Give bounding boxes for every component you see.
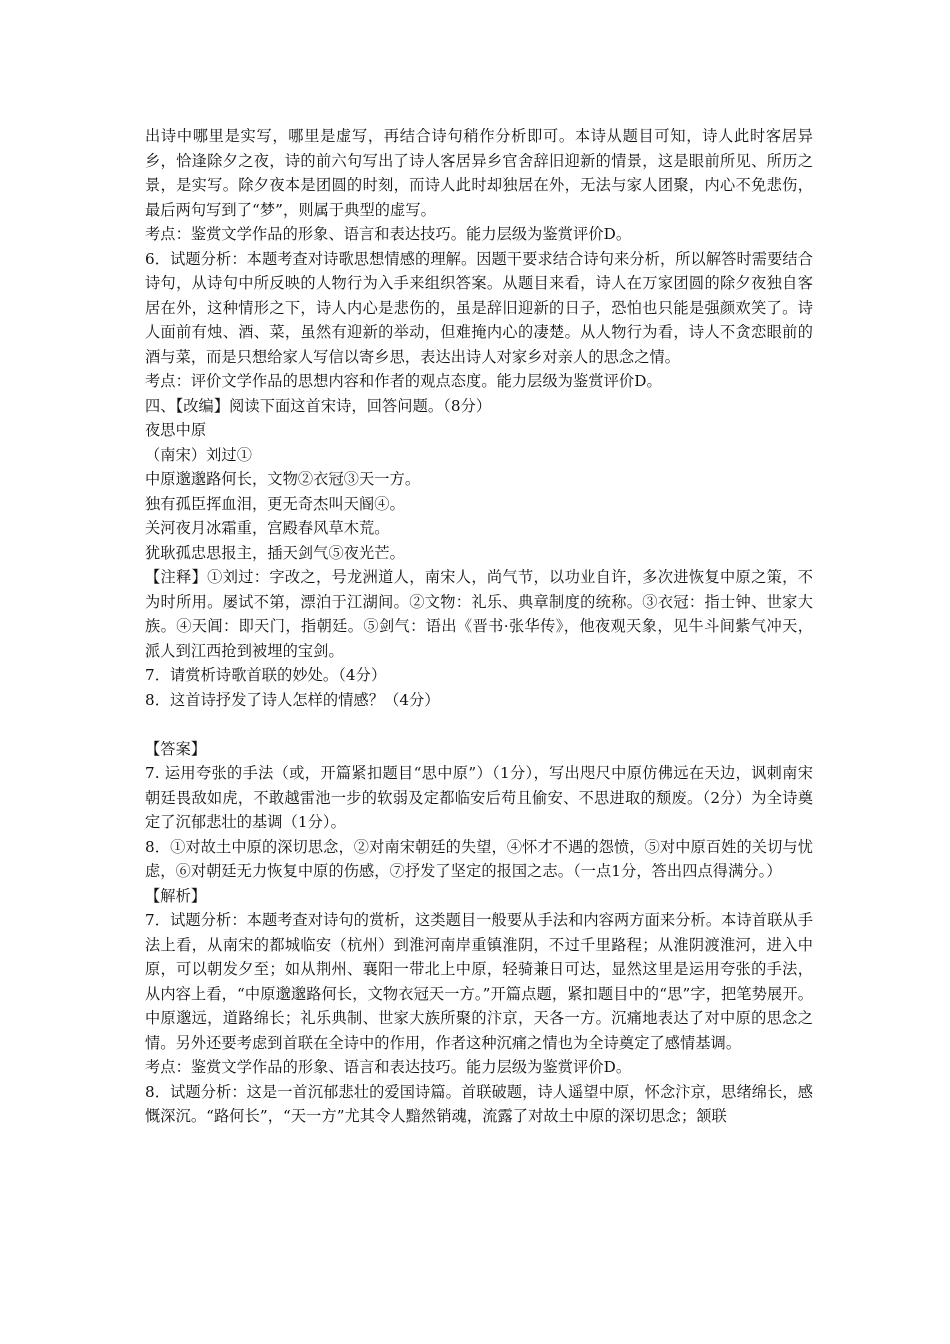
- poem-line-4: 犹耿孤忠思报主，插天剑气⑤夜光芒。: [145, 543, 405, 562]
- poem-line-3: 关河夜月冰霜重，宫殿春风草木荒。: [145, 519, 390, 537]
- paragraph-kaodian-3: 考点：鉴赏文学作品的形象、语言和表达技巧。能力层级为鉴赏评价D。: [145, 1058, 632, 1076]
- analysis-7: 7．试题分析：本题考查对诗句的赏析，这类题目一般要从手法和内容两方面来分析。本诗首联从手法上看，从南宋的都城临安（杭州）到淮河南岸重镇淮阴，不过千里路程；从淮阴渡淮河，进入中原，可以朝发夕至；如从荆州、襄阳一带北上中原，轻骑兼日可达，显然这里是运用夸张的手法，从内容上看，“中原邈邈路何长，文物衣冠天一方。”开篇点题，紧扣题目中的“思”字，把笔势展开。中原邈远，道路绵长；礼乐典制、世家大族所聚的汴京，天各一方。沉痛地表达了对中原的思念之情。另外还要考虑到首联在全诗中的作用，作者这种沉痛之情也为全诗奠定了感情基调。: [145, 911, 813, 1052]
- document-page: [145, 124, 813, 1129]
- answer-heading: 【答案】: [145, 739, 207, 758]
- question-7: 7．请赏析诗歌首联的妙处。（4分）: [145, 666, 387, 684]
- poem-line-1: 中原邈邈路何长，文物②衣冠③天一方。: [145, 470, 421, 488]
- paragraph-kaodian-1: 考点：鉴赏文学作品的形象、语言和表达技巧。能力层级为鉴赏评价D。: [145, 225, 632, 243]
- blank-line: [145, 712, 813, 737]
- paragraph-analysis-6: 6．试题分析：本题考查对诗歌思想情感的理解。因题干要求结合诗句来分析，所以解答时需要结合诗句，从诗句中所反映的人物行为入手来组织答案。从题目来看，诗人在万家团圆的除夕夜独自客居在外，这种情形之下，诗人内心是悲伤的，虽是辞旧迎新的日子，恐怕也只能是强颜欢笑了。诗人面前有烛、酒、菜，虽然有迎新的举动，但难掩内心的凄楚。从人物行为看，诗人不贪恋眼前的酒与菜，而是只想给家人写信以寄乡思，表达出诗人对家乡对亲人的思念之情。: [145, 249, 813, 366]
- section-heading-4: 四、【改编】阅读下面这首宋诗，回答问题。（8分）: [145, 396, 492, 415]
- analysis-heading: 【解析】: [145, 886, 207, 905]
- answer-7: 7. 运用夸张的手法（或，开篇紧扣题目“思中原”）（1分），写出咫尺中原仿佛远在天边，讽刺南宋朝廷畏敌如虎，不敢越雷池一步的软弱及定都临安后苟且偷安、不思进取的颓废。（2分）为全诗奠定了沉郁悲壮的基调（1分）。: [145, 764, 813, 831]
- poem-author: （南宋）刘过①: [145, 445, 253, 464]
- poem-line-2: 独有孤臣挥血泪，更无奇杰叫天阍④。: [145, 494, 405, 513]
- poem-title: 夜思中原: [145, 421, 207, 439]
- question-8: 8．这首诗抒发了诗人怎样的情感？（4分）: [145, 690, 440, 709]
- paragraph-kaodian-2: 考点：评价文学作品的思想内容和作者的观点态度。能力层级为鉴赏评价D。: [145, 372, 662, 390]
- analysis-8: 8．试题分析：这是一首沉郁悲壮的爱国诗篇。首联破题，诗人遥望中原，怀念汴京，思绪绵长，感慨深沉。“路何长”，“天一方”尤其令人黯然销魂，流露了对故土中原的深切思念；颔联: [145, 1082, 813, 1125]
- answer-8: 8．①对故土中原的深切思念，②对南宋朝廷的失望，④怀才不遇的怨愤，⑤对中原百姓的关切与忧虑，⑥对朝廷无力恢复中原的伤感，⑦抒发了坚定的报国之志。（一点1分，答出四点得满分。）: [145, 837, 813, 880]
- paragraph-analysis-continued: 出诗中哪里是实写，哪里是虚写，再结合诗句稍作分析即可。本诗从题目可知，诗人此时客居异乡，恰逢除夕之夜，诗的前六句写出了诗人客居异乡官舍辞旧迎新的情景，这是眼前所见、所历之景，是实写。除夕夜本是团圆的时刻，而诗人此时却独居在外，无法与家人团聚，内心不免悲伤，最后两句写到了“梦”，则属于典型的虚写。: [145, 127, 813, 219]
- annotation-paragraph: 【注释】①刘过：字改之，号龙洲道人，南宋人，尚气节，以功业自许，多次进恢复中原之策，不为时所用。屡试不第，漂泊于江湖间。②文物：礼乐、典章制度的统称。③衣冠：指士钟、世家大族。④天阊：即天门，指朝廷。⑤剑气：语出《晋书·张华传》，他夜观天象，见牛斗间紫气冲天，派人到江西抢到被埋的宝剑。: [145, 568, 813, 660]
